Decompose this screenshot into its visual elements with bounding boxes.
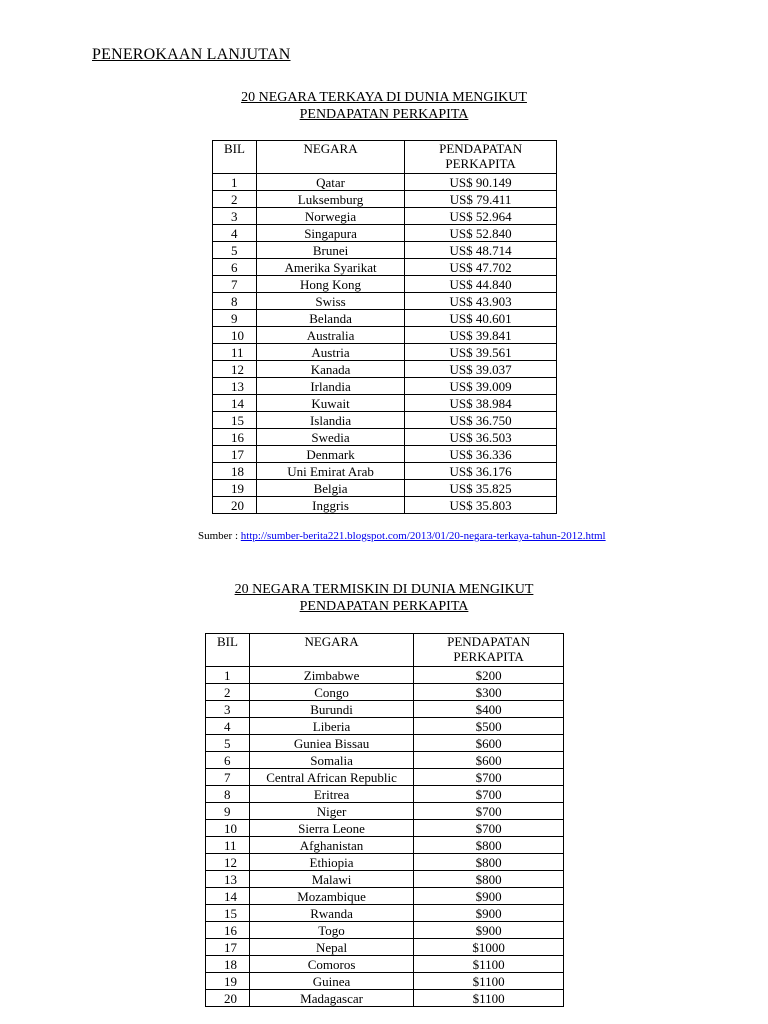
table-row (213, 242, 557, 259)
cell-negara: Brunei (256, 242, 404, 259)
cell-negara: Central African Republic (249, 769, 413, 786)
cell-bil: 9 (213, 310, 257, 327)
table-row (213, 344, 557, 361)
source-label: Sumber : (198, 530, 241, 542)
cell-pendapatan: US$ 35.825 (405, 480, 557, 497)
cell-pendapatan: US$ 39.009 (405, 378, 557, 395)
table-row (206, 769, 564, 786)
table-row (206, 888, 564, 905)
cell-pendapatan: $800 (414, 871, 564, 888)
cell-bil: 10 (213, 327, 257, 344)
poor-title-line1: 20 NEGARA TERMISKIN DI DUNIA MENGIKUT (234, 582, 534, 597)
cell-negara: Australia (256, 327, 404, 344)
cell-pendapatan: US$ 36.336 (405, 446, 557, 463)
col-header-bil: BIL (206, 634, 250, 667)
table-row (213, 463, 557, 480)
cell-negara: Sierra Leone (249, 820, 413, 837)
table-row (213, 378, 557, 395)
cell-bil: 7 (213, 276, 257, 293)
cell-bil: 1 (213, 174, 257, 191)
cell-bil: 3 (206, 701, 250, 718)
table-row (213, 412, 557, 429)
table-row (213, 225, 557, 242)
table-row (213, 327, 557, 344)
cell-negara: Inggris (256, 497, 404, 514)
cell-bil: 16 (206, 922, 250, 939)
cell-bil: 17 (206, 939, 250, 956)
table-row (206, 905, 564, 922)
table-row (213, 191, 557, 208)
table-row (206, 973, 564, 990)
cell-bil: 9 (206, 803, 250, 820)
cell-negara: Belgia (256, 480, 404, 497)
cell-negara: Austria (256, 344, 404, 361)
table-row (206, 837, 564, 854)
cell-bil: 7 (206, 769, 250, 786)
cell-negara: Somalia (249, 752, 413, 769)
rich-table-title (0, 89, 768, 123)
cell-bil: 14 (206, 888, 250, 905)
cell-pendapatan: $600 (414, 735, 564, 752)
cell-pendapatan: $1100 (414, 956, 564, 973)
source-citation (198, 530, 606, 542)
table-row (206, 820, 564, 837)
cell-negara: Mozambique (249, 888, 413, 905)
cell-negara: Zimbabwe (249, 667, 413, 684)
poorest-countries-table (205, 633, 564, 1007)
cell-negara: Afghanistan (249, 837, 413, 854)
rich-title-line2: PENDAPATAN PERKAPITA (299, 107, 469, 122)
cell-pendapatan: US$ 44.840 (405, 276, 557, 293)
cell-bil: 11 (206, 837, 250, 854)
col-header-bil: BIL (213, 141, 257, 174)
cell-negara: Madagascar (249, 990, 413, 1007)
cell-bil: 14 (213, 395, 257, 412)
cell-pendapatan: US$ 52.964 (405, 208, 557, 225)
cell-bil: 5 (213, 242, 257, 259)
cell-pendapatan: $700 (414, 803, 564, 820)
table-row (213, 293, 557, 310)
cell-negara: Guniea Bissau (249, 735, 413, 752)
cell-pendapatan: $1100 (414, 990, 564, 1007)
cell-bil: 18 (206, 956, 250, 973)
cell-pendapatan: US$ 47.702 (405, 259, 557, 276)
cell-bil: 17 (213, 446, 257, 463)
table-row (213, 310, 557, 327)
table-row (206, 684, 564, 701)
cell-bil: 10 (206, 820, 250, 837)
table-row (206, 786, 564, 803)
table-row (206, 752, 564, 769)
cell-bil: 16 (213, 429, 257, 446)
poor-table-title (0, 581, 768, 615)
cell-pendapatan: $200 (414, 667, 564, 684)
cell-negara: Eritrea (249, 786, 413, 803)
cell-negara: Burundi (249, 701, 413, 718)
cell-negara: Comoros (249, 956, 413, 973)
cell-bil: 2 (206, 684, 250, 701)
table-row (206, 735, 564, 752)
cell-pendapatan: $1000 (414, 939, 564, 956)
cell-pendapatan: US$ 36.750 (405, 412, 557, 429)
cell-negara: Liberia (249, 718, 413, 735)
cell-negara: Norwegia (256, 208, 404, 225)
cell-pendapatan: US$ 39.561 (405, 344, 557, 361)
cell-pendapatan: $500 (414, 718, 564, 735)
cell-negara: Togo (249, 922, 413, 939)
col-header-negara: NEGARA (249, 634, 413, 667)
cell-bil: 12 (213, 361, 257, 378)
cell-bil: 20 (213, 497, 257, 514)
table-row (206, 854, 564, 871)
cell-pendapatan: $400 (414, 701, 564, 718)
table-row (206, 871, 564, 888)
cell-negara: Nepal (249, 939, 413, 956)
cell-negara: Belanda (256, 310, 404, 327)
cell-bil: 11 (213, 344, 257, 361)
cell-pendapatan: $1100 (414, 973, 564, 990)
cell-bil: 20 (206, 990, 250, 1007)
cell-bil: 4 (213, 225, 257, 242)
cell-pendapatan: $700 (414, 786, 564, 803)
cell-negara: Niger (249, 803, 413, 820)
cell-pendapatan: US$ 39.037 (405, 361, 557, 378)
cell-negara: Guinea (249, 973, 413, 990)
cell-negara: Uni Emirat Arab (256, 463, 404, 480)
source-link[interactable]: http://sumber-berita221.blogspot.com/2013/01/20-negara-terkaya-tahun-2012.html (240, 530, 606, 542)
table-row (213, 259, 557, 276)
rich-title-line1: 20 NEGARA TERKAYA DI DUNIA MENGIKUT (241, 90, 527, 105)
cell-bil: 8 (206, 786, 250, 803)
cell-negara: Luksemburg (256, 191, 404, 208)
table-row (206, 803, 564, 820)
cell-pendapatan: $300 (414, 684, 564, 701)
cell-negara: Denmark (256, 446, 404, 463)
cell-negara: Swiss (256, 293, 404, 310)
col-header-pendapatan: PENDAPATAN PERKAPITA (405, 141, 557, 174)
cell-pendapatan: $900 (414, 922, 564, 939)
cell-bil: 12 (206, 854, 250, 871)
cell-pendapatan: US$ 39.841 (405, 327, 557, 344)
cell-pendapatan: US$ 90.149 (405, 174, 557, 191)
table-row (213, 174, 557, 191)
richest-countries-table (212, 140, 557, 514)
cell-negara: Kuwait (256, 395, 404, 412)
cell-pendapatan: $600 (414, 752, 564, 769)
cell-bil: 6 (206, 752, 250, 769)
cell-negara: Irlandia (256, 378, 404, 395)
table-row (206, 667, 564, 684)
cell-negara: Ethiopia (249, 854, 413, 871)
cell-pendapatan: $700 (414, 820, 564, 837)
table-row (213, 480, 557, 497)
col-header-negara: NEGARA (256, 141, 404, 174)
table-row (206, 990, 564, 1007)
table-row (213, 361, 557, 378)
cell-pendapatan: US$ 36.503 (405, 429, 557, 446)
cell-negara: Singapura (256, 225, 404, 242)
cell-negara: Congo (249, 684, 413, 701)
table-row (206, 701, 564, 718)
cell-pendapatan: $700 (414, 769, 564, 786)
table-row (213, 208, 557, 225)
table-row (213, 446, 557, 463)
table-row (206, 718, 564, 735)
cell-pendapatan: US$ 43.903 (405, 293, 557, 310)
cell-pendapatan: $900 (414, 905, 564, 922)
cell-bil: 15 (213, 412, 257, 429)
cell-pendapatan: $800 (414, 837, 564, 854)
cell-pendapatan: $800 (414, 854, 564, 871)
cell-bil: 3 (213, 208, 257, 225)
cell-bil: 1 (206, 667, 250, 684)
table-row (213, 497, 557, 514)
cell-negara: Kanada (256, 361, 404, 378)
cell-bil: 19 (213, 480, 257, 497)
cell-negara: Qatar (256, 174, 404, 191)
cell-pendapatan: US$ 35.803 (405, 497, 557, 514)
cell-bil: 18 (213, 463, 257, 480)
cell-negara: Swedia (256, 429, 404, 446)
cell-bil: 15 (206, 905, 250, 922)
cell-bil: 4 (206, 718, 250, 735)
cell-pendapatan: US$ 36.176 (405, 463, 557, 480)
cell-negara: Islandia (256, 412, 404, 429)
table-row (206, 922, 564, 939)
cell-pendapatan: US$ 40.601 (405, 310, 557, 327)
cell-bil: 19 (206, 973, 250, 990)
page-heading: PENEROKAAN LANJUTAN (92, 46, 291, 63)
cell-pendapatan: US$ 79.411 (405, 191, 557, 208)
poor-title-line2: PENDAPATAN PERKAPITA (299, 599, 469, 614)
cell-bil: 8 (213, 293, 257, 310)
cell-pendapatan: US$ 52.840 (405, 225, 557, 242)
cell-negara: Malawi (249, 871, 413, 888)
cell-pendapatan: US$ 38.984 (405, 395, 557, 412)
cell-negara: Rwanda (249, 905, 413, 922)
cell-bil: 13 (206, 871, 250, 888)
table-row (213, 395, 557, 412)
table-row (213, 276, 557, 293)
col-header-pendapatan: PENDAPATAN PERKAPITA (414, 634, 564, 667)
cell-pendapatan: $900 (414, 888, 564, 905)
cell-bil: 13 (213, 378, 257, 395)
cell-bil: 6 (213, 259, 257, 276)
cell-bil: 2 (213, 191, 257, 208)
table-row (213, 429, 557, 446)
cell-pendapatan: US$ 48.714 (405, 242, 557, 259)
table-row (206, 956, 564, 973)
cell-negara: Hong Kong (256, 276, 404, 293)
cell-negara: Amerika Syarikat (256, 259, 404, 276)
table-row (206, 939, 564, 956)
cell-bil: 5 (206, 735, 250, 752)
